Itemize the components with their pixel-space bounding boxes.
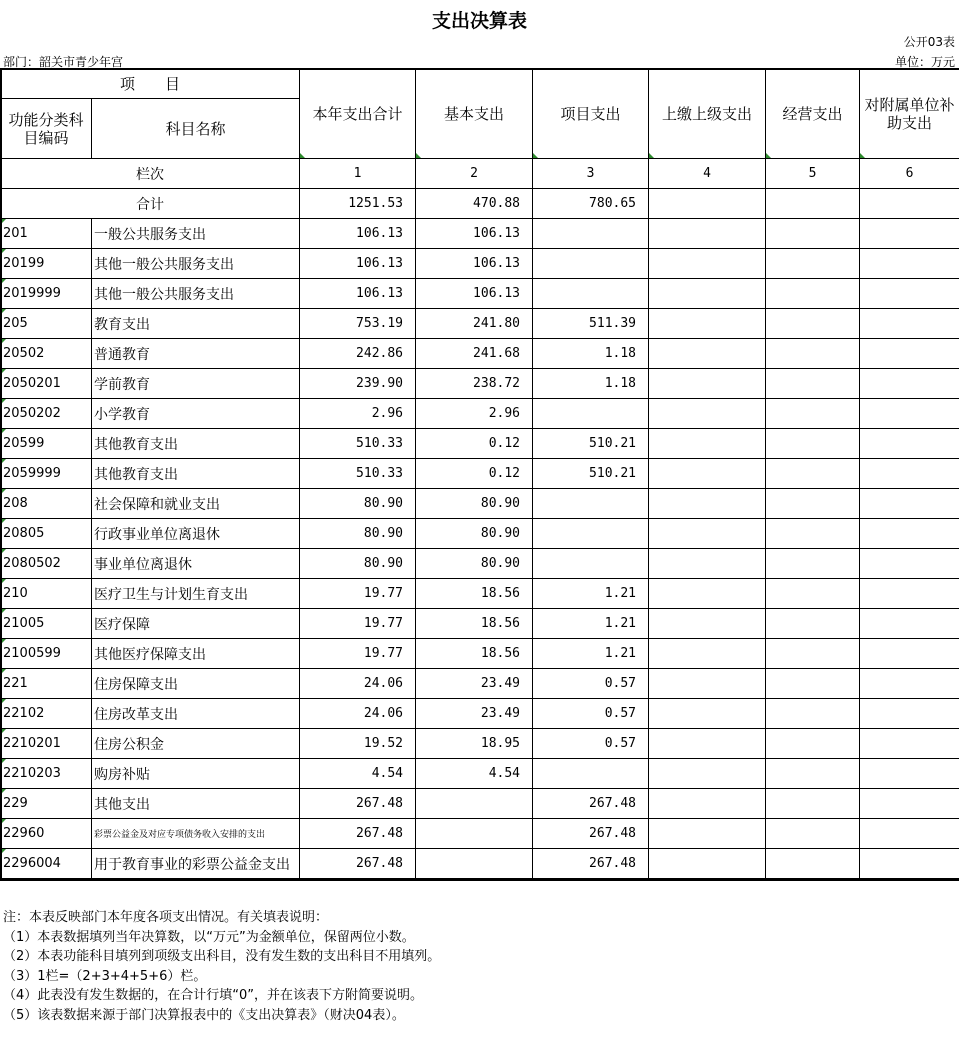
expenditure-table — [0, 68, 959, 879]
function-code: 20502 — [1, 339, 92, 369]
function-code: 2019999 — [1, 279, 92, 309]
project-amount — [533, 249, 649, 279]
function-code: 221 — [1, 669, 92, 699]
table-row — [1, 459, 959, 489]
business-amount — [766, 579, 860, 609]
subsidy-amount — [860, 429, 959, 459]
function-code: 2100599 — [1, 639, 92, 669]
subsidy-amount — [860, 309, 959, 339]
column-index: 5 — [766, 159, 860, 189]
business-amount — [766, 519, 860, 549]
business-amount — [766, 279, 860, 309]
upper-amount — [649, 459, 766, 489]
subsidy-amount — [860, 849, 959, 879]
column-index: 3 — [533, 159, 649, 189]
total-amount: 19.77 — [300, 609, 416, 639]
department-label: 部门：韶关市青少年宫 — [3, 55, 124, 69]
total-amount: 2.96 — [300, 399, 416, 429]
project-amount — [533, 489, 649, 519]
total-upper — [649, 189, 766, 219]
project-amount: 267.48 — [533, 789, 649, 819]
function-code: 20599 — [1, 429, 92, 459]
upper-amount — [649, 339, 766, 369]
table-row — [1, 549, 959, 579]
function-code: 2210203 — [1, 759, 92, 789]
basic-amount: 18.56 — [416, 609, 533, 639]
project-amount: 1.18 — [533, 369, 649, 399]
table-row — [1, 339, 959, 369]
column-index: 6 — [860, 159, 959, 189]
basic-amount: 0.12 — [416, 459, 533, 489]
business-amount — [766, 759, 860, 789]
total-amount: 19.77 — [300, 579, 416, 609]
subject-name: 教育支出 — [92, 309, 300, 339]
total-amount: 267.48 — [300, 789, 416, 819]
subsidy-amount — [860, 759, 959, 789]
business-amount — [766, 309, 860, 339]
subject-name: 其他医疗保障支出 — [92, 639, 300, 669]
table-row — [1, 519, 959, 549]
header-business: 经营支出 — [766, 69, 860, 159]
business-amount — [766, 429, 860, 459]
upper-amount — [649, 219, 766, 249]
upper-amount — [649, 429, 766, 459]
function-code: 208 — [1, 489, 92, 519]
project-amount — [533, 219, 649, 249]
subject-name: 事业单位离退休 — [92, 549, 300, 579]
subsidy-amount — [860, 669, 959, 699]
subsidy-amount — [860, 729, 959, 759]
header-total: 本年支出合计 — [300, 69, 416, 159]
total-project: 780.65 — [533, 189, 649, 219]
upper-amount — [649, 399, 766, 429]
business-amount — [766, 459, 860, 489]
upper-amount — [649, 789, 766, 819]
upper-amount — [649, 699, 766, 729]
table-row — [1, 399, 959, 429]
function-code: 210 — [1, 579, 92, 609]
table-row — [1, 729, 959, 759]
subject-name: 医疗保障 — [92, 609, 300, 639]
subject-name: 行政事业单位离退休 — [92, 519, 300, 549]
upper-amount — [649, 309, 766, 339]
basic-amount: 106.13 — [416, 249, 533, 279]
function-code: 2296004 — [1, 849, 92, 879]
total-subsidy — [860, 189, 959, 219]
subsidy-amount — [860, 519, 959, 549]
function-code: 2059999 — [1, 459, 92, 489]
basic-amount — [416, 789, 533, 819]
business-amount — [766, 849, 860, 879]
basic-amount: 0.12 — [416, 429, 533, 459]
table-row — [1, 429, 959, 459]
subject-name: 住房公积金 — [92, 729, 300, 759]
total-amount: 80.90 — [300, 519, 416, 549]
basic-amount: 4.54 — [416, 759, 533, 789]
business-amount — [766, 609, 860, 639]
upper-amount — [649, 369, 766, 399]
project-amount — [533, 549, 649, 579]
header-basic: 基本支出 — [416, 69, 533, 159]
basic-amount: 18.95 — [416, 729, 533, 759]
business-amount — [766, 399, 860, 429]
unit-label: 单位：万元 — [894, 55, 955, 69]
project-amount: 267.48 — [533, 819, 649, 849]
subject-name: 一般公共服务支出 — [92, 219, 300, 249]
table-row — [1, 309, 959, 339]
business-amount — [766, 789, 860, 819]
business-amount — [766, 489, 860, 519]
project-amount — [533, 519, 649, 549]
subject-name: 住房改革支出 — [92, 699, 300, 729]
table-row — [1, 759, 959, 789]
table-row — [1, 279, 959, 309]
header-subject-name: 科目名称 — [92, 99, 300, 159]
total-amount: 242.86 — [300, 339, 416, 369]
function-code: 21005 — [1, 609, 92, 639]
basic-amount: 241.80 — [416, 309, 533, 339]
table-row — [1, 669, 959, 699]
upper-amount — [649, 609, 766, 639]
total-amount: 510.33 — [300, 459, 416, 489]
subsidy-amount — [860, 579, 959, 609]
subject-name: 其他一般公共服务支出 — [92, 249, 300, 279]
upper-amount — [649, 579, 766, 609]
project-amount: 510.21 — [533, 459, 649, 489]
note-line: （4）此表没有发生数据的，在合计行填“0”，并在该表下方附简要说明。 — [3, 988, 424, 1003]
upper-amount — [649, 519, 766, 549]
header-subsidy: 对附属单位补助支出 — [860, 69, 959, 159]
business-amount — [766, 669, 860, 699]
subject-name: 购房补贴 — [92, 759, 300, 789]
subject-name: 其他教育支出 — [92, 459, 300, 489]
subject-name: 其他一般公共服务支出 — [92, 279, 300, 309]
header-item: 项 目 — [1, 69, 300, 99]
column-index: 2 — [416, 159, 533, 189]
subsidy-amount — [860, 399, 959, 429]
business-amount — [766, 639, 860, 669]
form-number: 公开03表 — [903, 35, 955, 49]
upper-amount — [649, 669, 766, 699]
function-code: 2050202 — [1, 399, 92, 429]
notes — [3, 908, 440, 1025]
total-amount: 106.13 — [300, 279, 416, 309]
subject-name: 用于教育事业的彩票公益金支出 — [92, 849, 300, 879]
header-upper: 上缴上级支出 — [649, 69, 766, 159]
project-amount: 511.39 — [533, 309, 649, 339]
function-code: 229 — [1, 789, 92, 819]
basic-amount: 80.90 — [416, 549, 533, 579]
basic-amount: 80.90 — [416, 519, 533, 549]
project-amount: 267.48 — [533, 849, 649, 879]
total-business — [766, 189, 860, 219]
total-amount: 753.19 — [300, 309, 416, 339]
column-index: 4 — [649, 159, 766, 189]
subsidy-amount — [860, 819, 959, 849]
subject-name: 普通教育 — [92, 339, 300, 369]
subsidy-amount — [860, 339, 959, 369]
total-basic: 470.88 — [416, 189, 533, 219]
function-code: 20805 — [1, 519, 92, 549]
subject-name: 小学教育 — [92, 399, 300, 429]
column-index: 1 — [300, 159, 416, 189]
upper-amount — [649, 549, 766, 579]
subsidy-amount — [860, 549, 959, 579]
total-amount: 19.52 — [300, 729, 416, 759]
total-amount: 267.48 — [300, 819, 416, 849]
upper-amount — [649, 729, 766, 759]
header-func-code: 功能分类科目编码 — [1, 99, 92, 159]
subsidy-amount — [860, 369, 959, 399]
total-amount: 267.48 — [300, 849, 416, 879]
subsidy-amount — [860, 279, 959, 309]
project-amount — [533, 759, 649, 789]
project-amount: 0.57 — [533, 669, 649, 699]
total-amount: 106.13 — [300, 249, 416, 279]
total-amount: 80.90 — [300, 549, 416, 579]
note-line: （3）1栏=（2+3+4+5+6）栏。 — [3, 968, 207, 984]
subsidy-amount — [860, 249, 959, 279]
upper-amount — [649, 819, 766, 849]
business-amount — [766, 729, 860, 759]
table-row — [1, 219, 959, 249]
basic-amount: 106.13 — [416, 279, 533, 309]
business-amount — [766, 249, 860, 279]
business-amount — [766, 369, 860, 399]
project-amount: 0.57 — [533, 729, 649, 759]
note-line: （5）该表数据来源于部门决算报表中的《支出决算表》（财决04表）。 — [3, 1007, 405, 1023]
table-row — [1, 579, 959, 609]
subsidy-amount — [860, 219, 959, 249]
table-row — [1, 819, 959, 849]
project-amount: 1.18 — [533, 339, 649, 369]
subject-name: 住房保障支出 — [92, 669, 300, 699]
note-line: （2）本表功能科目填列到项级支出科目，没有发生数的支出科目不用填列。 — [3, 949, 441, 964]
subsidy-amount — [860, 609, 959, 639]
basic-amount: 80.90 — [416, 489, 533, 519]
table-row — [1, 369, 959, 399]
upper-amount — [649, 249, 766, 279]
basic-amount: 23.49 — [416, 699, 533, 729]
total-amount: 4.54 — [300, 759, 416, 789]
subsidy-amount — [860, 699, 959, 729]
project-amount: 1.21 — [533, 609, 649, 639]
business-amount — [766, 549, 860, 579]
basic-amount: 106.13 — [416, 219, 533, 249]
basic-amount: 18.56 — [416, 579, 533, 609]
basic-amount: 2.96 — [416, 399, 533, 429]
subsidy-amount — [860, 489, 959, 519]
project-amount: 0.57 — [533, 699, 649, 729]
table-row — [1, 609, 959, 639]
column-index-label: 栏次 — [1, 159, 300, 189]
project-amount — [533, 399, 649, 429]
upper-amount — [649, 639, 766, 669]
function-code: 2080502 — [1, 549, 92, 579]
basic-amount — [416, 849, 533, 879]
subject-name: 学前教育 — [92, 369, 300, 399]
project-amount: 1.21 — [533, 579, 649, 609]
upper-amount — [649, 279, 766, 309]
total-amount: 106.13 — [300, 219, 416, 249]
total-amount: 239.90 — [300, 369, 416, 399]
upper-amount — [649, 849, 766, 879]
business-amount — [766, 819, 860, 849]
total-label: 合计 — [1, 189, 300, 219]
function-code: 20199 — [1, 249, 92, 279]
project-amount — [533, 279, 649, 309]
basic-amount: 18.56 — [416, 639, 533, 669]
project-amount: 1.21 — [533, 639, 649, 669]
function-code: 22960 — [1, 819, 92, 849]
upper-amount — [649, 759, 766, 789]
table-row — [1, 489, 959, 519]
function-code: 22102 — [1, 699, 92, 729]
note-line: 注：本表反映部门本年度各项支出情况。有关填表说明： — [3, 910, 329, 925]
subject-name: 医疗卫生与计划生育支出 — [92, 579, 300, 609]
subsidy-amount — [860, 459, 959, 489]
basic-amount: 23.49 — [416, 669, 533, 699]
business-amount — [766, 339, 860, 369]
total-amount: 24.06 — [300, 699, 416, 729]
table-row — [1, 849, 959, 879]
basic-amount: 241.68 — [416, 339, 533, 369]
total-amount: 510.33 — [300, 429, 416, 459]
total-amount: 24.06 — [300, 669, 416, 699]
basic-amount — [416, 819, 533, 849]
subject-name: 其他教育支出 — [92, 429, 300, 459]
header-project: 项目支出 — [533, 69, 649, 159]
business-amount — [766, 219, 860, 249]
function-code: 2050201 — [1, 369, 92, 399]
table-row — [1, 699, 959, 729]
total-amount: 80.90 — [300, 489, 416, 519]
subject-name: 其他支出 — [92, 789, 300, 819]
page-title: 支出决算表 — [431, 10, 527, 32]
subject-name: 社会保障和就业支出 — [92, 489, 300, 519]
subsidy-amount — [860, 639, 959, 669]
function-code: 2210201 — [1, 729, 92, 759]
upper-amount — [649, 489, 766, 519]
subject-name: 彩票公益金及对应专项债务收入安排的支出 — [92, 819, 300, 849]
basic-amount: 238.72 — [416, 369, 533, 399]
subsidy-amount — [860, 789, 959, 819]
total-amount: 19.77 — [300, 639, 416, 669]
table-row — [1, 789, 959, 819]
note-line: （1）本表数据填列当年决算数，以“万元”为金额单位，保留两位小数。 — [3, 929, 415, 945]
function-code: 205 — [1, 309, 92, 339]
function-code: 201 — [1, 219, 92, 249]
business-amount — [766, 699, 860, 729]
total-amount: 1251.53 — [300, 189, 416, 219]
table-row — [1, 639, 959, 669]
table-row — [1, 249, 959, 279]
project-amount: 510.21 — [533, 429, 649, 459]
